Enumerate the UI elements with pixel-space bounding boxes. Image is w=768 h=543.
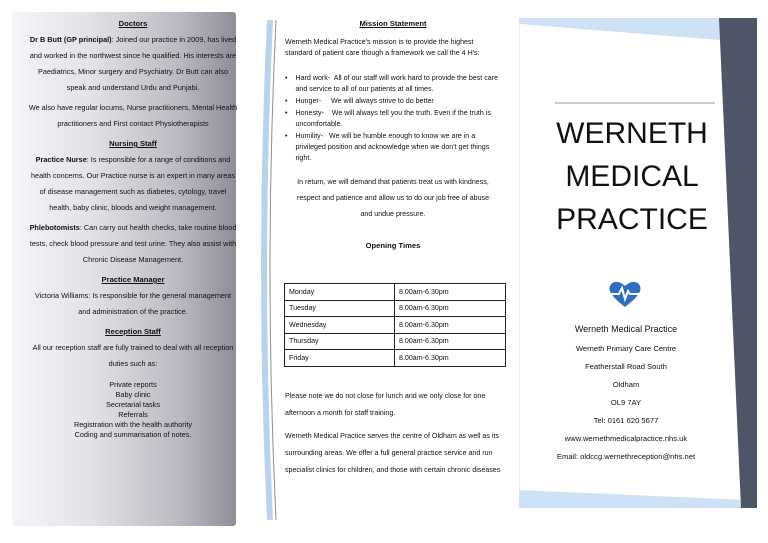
address-line: Oldham <box>612 380 640 389</box>
list-item: Registration with the health authority <box>73 420 193 429</box>
nurse-text: : Is responsible for a range of conditions and health concerns. Our Practice nurse is an expert in many areas of disease management such as diabetes, cytology, travel health, baby clinic, bloods and weight management. <box>30 155 235 212</box>
doctor-bio: : Joined our practice in 2009, has lived and worked in the northwest since he qualified. His interests are Paediatrics, Minor surgery and Psychiatry. Dr Butt can also speak and understand Urdu and Punjabi. <box>29 35 237 92</box>
manager-paragraph: Victoria Williams: Is responsible for the general management and administration of the practice. <box>34 291 232 316</box>
bullet-item: • Hard work- All of our staff will work hard to provide the best care and service to all of our patients at all times. <box>285 74 499 93</box>
bullet-item: • Humility- We will be humble enough to know we are in a privileged position and acknowledge when we don't get things right. <box>285 132 490 162</box>
practice-name: Werneth Medical Practice <box>574 324 678 334</box>
doctor-name: Dr B Butt (GP principal) <box>29 35 112 44</box>
address-line: Featherstall Road South <box>585 362 667 371</box>
doctors-heading: Doctors <box>118 19 148 28</box>
doctors-paragraph <box>28 32 238 96</box>
lunch-note: Please note we do not close for lunch and we only close for one afternoon a month for staff training. <box>285 392 486 417</box>
reception-heading: Reception Staff <box>105 327 161 336</box>
staff-column <box>28 16 238 440</box>
reception-paragraph: All our reception staff are fully trained to deal with all reception duties such as: <box>32 343 234 368</box>
table-row <box>285 317 506 334</box>
phleb-text: : Can carry out health checks, take routine blood tests, check blood pressure and test urine. They also assist with Chronic Disease Management. <box>29 223 237 264</box>
address-line: Werneth Primary Care Centre <box>575 344 677 353</box>
day-cell: Tuesday <box>285 300 395 317</box>
heart-cross-logo-icon <box>608 279 642 309</box>
time-cell: 8.00am-6.30pm <box>395 350 506 367</box>
nursing-heading: Nursing Staff <box>109 139 157 148</box>
list-item: Referrals <box>118 410 148 419</box>
bullet-item: • Honesty- We will always tell you the truth. Even if the truth is uncomfortable. <box>285 109 491 128</box>
table-row <box>285 333 506 350</box>
time-cell: 8.00am-6.30pm <box>395 284 506 301</box>
day-cell: Thursday <box>285 333 395 350</box>
list-item: Coding and summarisation of notes. <box>74 430 192 439</box>
opening-times-heading: Opening Times <box>365 241 421 250</box>
contact-block <box>526 320 726 466</box>
mission-column <box>285 18 501 251</box>
duties-list <box>28 380 238 440</box>
list-item: Private reports <box>109 380 157 389</box>
list-item: Baby clinic <box>115 390 151 399</box>
day-cell: Friday <box>285 350 395 367</box>
cover-title <box>536 112 728 241</box>
locums-paragraph: We also have regular locums, Nurse practitioners, Mental Health practitioners and First contact Physiotherapists <box>28 103 238 128</box>
return-paragraph: In return, we will demand that patients treat us with kindness, respect and patience and allow us to do our job free of abuse and undue pressure. <box>296 178 490 218</box>
title-line: WERNETH <box>556 117 708 150</box>
mission-intro: Werneth Medical Practice's mission is to provide the highest standard of patient care though a framework we call the 4 H's: <box>285 38 480 57</box>
time-cell: 8.00am-6.30pm <box>395 333 506 350</box>
notes-block <box>285 388 501 479</box>
time-cell: 8.00am-6.30pm <box>395 317 506 334</box>
phleb-title: Phlebotomists <box>29 223 80 232</box>
list-item: Secretarial tasks <box>106 400 160 409</box>
title-line: MEDICAL <box>565 160 699 193</box>
website-link[interactable]: www.wernethmedicalpractice.nhs.uk <box>564 434 688 443</box>
table-row <box>285 284 506 301</box>
table-row <box>285 350 506 367</box>
day-cell: Wednesday <box>285 317 395 334</box>
phleb-paragraph <box>28 220 238 268</box>
email-link[interactable]: Email: oldccg.wernethreception@nhs.net <box>556 452 696 461</box>
bullet-item: • Hunger- We will always strive to do better <box>285 97 434 105</box>
blue-swoosh-decoration <box>250 20 290 520</box>
serves-paragraph: Werneth Medical Practice serves the centre of Oldham as well as its surrounding areas. We offer a full general practice service and run specialist clinics for children, and those with certain chronic diseases <box>285 432 501 474</box>
nurse-title: Practice Nurse <box>35 155 87 164</box>
manager-heading: Practice Manager <box>101 275 165 284</box>
nurse-paragraph <box>28 152 238 216</box>
opening-times-table <box>284 283 506 367</box>
day-cell: Monday <box>285 284 395 301</box>
mission-heading: Mission Statement <box>359 19 427 28</box>
telephone: Tel: 0161 620 5677 <box>593 416 659 425</box>
table-row <box>285 300 506 317</box>
title-line: PRACTICE <box>556 203 708 236</box>
time-cell: 8.00am-6.30pm <box>395 300 506 317</box>
address-line: OL9 7AY <box>610 398 642 407</box>
